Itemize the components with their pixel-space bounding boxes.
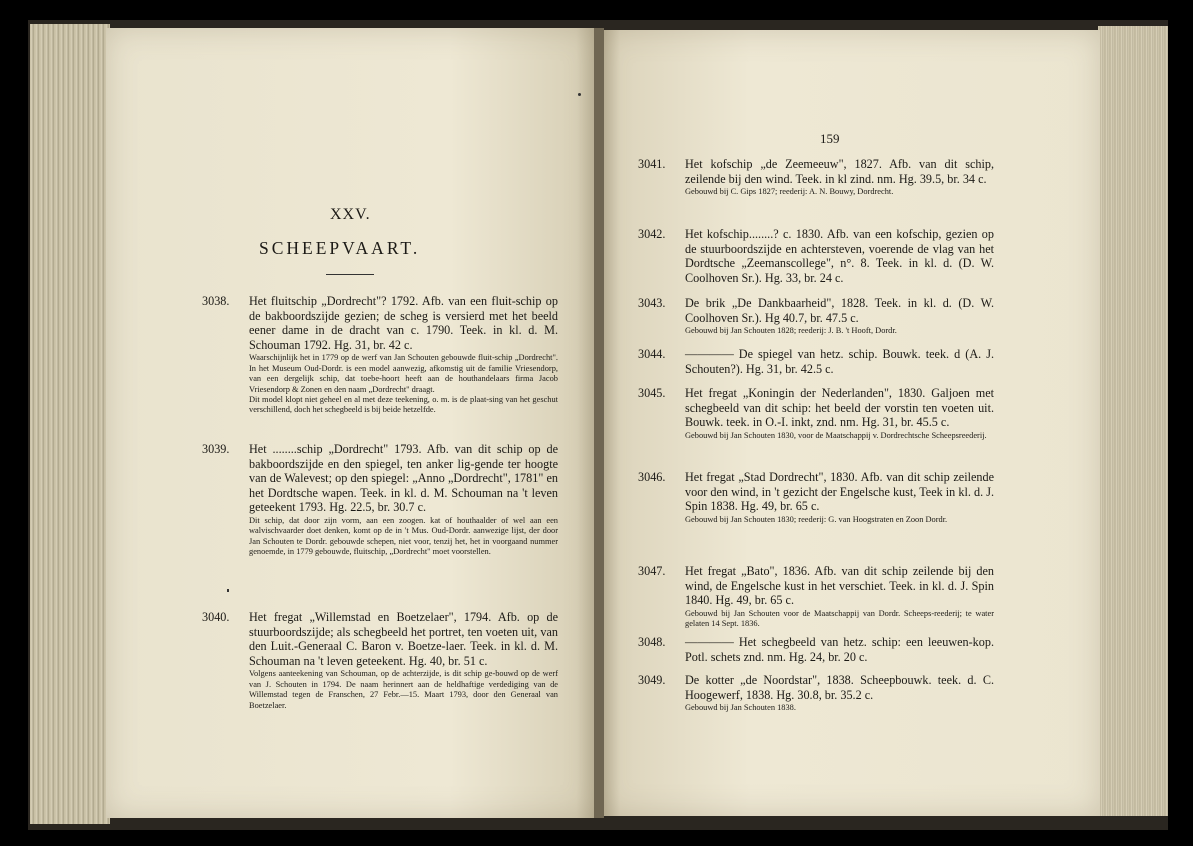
- catalog-entry: [638, 227, 994, 285]
- catalog-entry: [638, 347, 994, 376]
- page-number: 159: [820, 131, 840, 146]
- entry-note: Gebouwd bij Jan Schouten 1838.: [685, 703, 796, 713]
- entry-number: 3038.: [202, 294, 230, 308]
- catalog-entry: [638, 470, 994, 525]
- catalog-entry: [202, 610, 558, 711]
- catalog-entry: [638, 564, 994, 630]
- entry-number: 3042.: [638, 227, 666, 241]
- entry-note: [249, 353, 558, 415]
- chapter-title: SCHEEPVAART.: [259, 238, 421, 258]
- title-rule: [326, 274, 374, 275]
- entry-number: 3045.: [638, 386, 666, 400]
- entry-number: 3044.: [638, 347, 666, 361]
- entry-note: Gebouwd bij Jan Schouten 1830, voor de Maatschappij v. Dordrechtsche Scheepsreederij.: [685, 430, 987, 440]
- entry-note: Volgens aanteekening van Schouman, op de achterzijde, is dit schip ge-bouwd op de werf van J. Schouten in 1794. De naam herinnert aan de heldhaftige verdediging van de Willemstad tegen de Franschen, 27 Febr.—15. Maart 1793, door den Generaal van Boetzelaer.: [249, 669, 558, 710]
- entry-number: 3049.: [638, 673, 666, 687]
- entry-number: 3048.: [638, 635, 666, 649]
- entry-text: ———— De spiegel van hetz. schip. Bouwk. teek. d (A. J. Schouten?). Hg. 31, br. 42.5 c.: [685, 347, 994, 376]
- entry-text: Het kofschip........? c. 1830. Afb. van een kofschip, gezien op de stuurboordszijde en achtersteven, voerende de vlag van het Dordtsche „Zeemanscollege", n°. 8. Teek. in kl. d. (D. W. Coolhoven Sr.). Hg. 33, br. 24 c.: [685, 227, 994, 285]
- entry-number: 3039.: [202, 442, 230, 456]
- catalog-entry: [638, 296, 994, 337]
- entry-number: 3043.: [638, 296, 666, 310]
- entry-text: Het fluitschip „Dordrecht"? 1792. Afb. van een fluit-schip op de bakboordszijde gezien; de scheg is versierd met het beeld eener dame in de dracht van c. 1790. Teek. in kl. d. M. Schouman 1792. Hg. 31, br. 42 c.: [249, 294, 558, 352]
- entry-text: Het kofschip „de Zeemeeuw", 1827. Afb. van dit schip, zeilende bij den wind. Teek. in kl zind. nm. Hg. 39.5, br. 34 c.: [685, 157, 994, 186]
- ink-dot: [578, 93, 581, 96]
- entry-note-paragraph: Waarschijnlijk het in 1779 op de werf van Jan Schouten gebouwde fluit-schip „Dordrecht". In het Museum Oud-Dordr. is een model aanwezig, afkomstig uit de familie Vriesendorp, van een dergelijk schip, dat toebe-hoort heeft aan de houthandelaars firma Jacob Vriesendorp & Zonen en den naam „Dordrecht" draagt.: [249, 353, 558, 394]
- entry-text: Het fregat „Stad Dordrecht", 1830. Afb. van dit schip zeilende voor den wind, in 't gezicht der Engelsche kust, Teek in kl. d. J. Spin 1838. Hg. 49, br. 65 c.: [685, 470, 994, 514]
- entry-text: Het fregat „Bato", 1836. Afb. van dit schip zeilende bij den wind, de Engelsche kust in het verschiet. Teek. in kl. d. J. Spin 1840. Hg. 49, br. 65 c.: [685, 564, 994, 608]
- book-gutter: [594, 28, 604, 818]
- entry-note: Gebouwd bij C. Gips 1827; reederij: A. N. Bouwy, Dordrecht.: [685, 187, 894, 197]
- catalog-entry: [638, 673, 994, 714]
- entry-text: De brik „De Dankbaarheid", 1828. Teek. in kl. d. (D. W. Coolhoven Sr.). Hg 40.7, br. 47.5 c.: [685, 296, 994, 325]
- entry-note: Dit schip, dat door zijn vorm, aan een zoogen. kat of houthaalder of wel aan een walvischvaarder doet denken, komt op de in 't Mus. Oud-Dordr. aanwezige lijst, der door Jan Schouten te Dordr. gebouwde schepen, niet voor, tenzij het, het in voorgaand nummer genoemde, in 1779 gebouwde, fluitschip, „Dordrecht" moet voorstellen.: [249, 515, 558, 557]
- page-edges-right: [1098, 26, 1168, 816]
- entry-number: 3040.: [202, 610, 230, 624]
- chapter-number: XXV.: [330, 206, 371, 223]
- entry-note: Gebouwd bij Jan Schouten voor de Maatschappij van Dordr. Scheeps-reederij; te water gelaten 14 Sept. 1836.: [685, 608, 994, 629]
- entry-number: 3046.: [638, 470, 666, 484]
- entry-note: Gebouwd bij Jan Schouten 1828; reederij: J. B. 't Hooft, Dordr.: [685, 326, 897, 336]
- entry-text: Het ........schip „Dordrecht" 1793. Afb. van dit schip op de bakboordszijde en den spiegel, ten anker lig-gende ter hoogte van de Walevest; op den spiegel: „Anno „Dordrecht", 1781" en het Dordtsche wapen. Teek. in kl. d. M. Schouman na 't leven geteekent 1793. Hg. 22.5, br. 30.7 c.: [249, 442, 558, 515]
- entry-number: 3041.: [638, 157, 666, 171]
- entry-text: ———— Het schegbeeld van hetz. schip: een leeuwen-kop. Potl. schets znd. nm. Hg. 24, br. 20 c.: [685, 635, 994, 664]
- entry-note-paragraph: Dit model klopt niet geheel en al met deze teekening, o. m. is de plaat-sing van het geschut verschillend, doch het schegbeeld is bij beide hetzelfde.: [249, 395, 558, 415]
- entry-text: Het fregat „Willemstad en Boetzelaer", 1794. Afb. op de stuurboordszijde; als schegbeeld het portret, ten voeten uit, van den Luit.-Generaal C. Baron v. Boetze-laer. Teek. in kl. d. M. Schouman na 't leven geteekent. Hg. 40, br. 51 c.: [249, 610, 558, 668]
- catalog-entry: [638, 386, 994, 441]
- entry-text: De kotter „de Noordstar", 1838. Scheepbouwk. teek. d. C. Hoogewerf, 1838. Hg. 30.8, br. 35.2 c.: [685, 673, 994, 702]
- catalog-entry: [202, 442, 558, 558]
- catalog-entry: [202, 294, 558, 416]
- page-edges-left: [30, 24, 110, 824]
- entry-number: 3047.: [638, 564, 666, 578]
- catalog-entry: [638, 157, 994, 198]
- entry-note: Gebouwd bij Jan Schouten 1830; reederij: G. van Hoogstraten en Zoon Dordr.: [685, 514, 948, 524]
- catalog-entry: [638, 635, 994, 664]
- ink-mark: [227, 589, 229, 592]
- entry-text: Het fregat „Koningin der Nederlanden", 1830. Galjoen met schegbeeld van dit schip: het beeld der vorstin ten voeten uit. Bouwk. teek. in O.-I. inkt, znd. nm. Hg. 31, br. 45.5 c.: [685, 386, 994, 430]
